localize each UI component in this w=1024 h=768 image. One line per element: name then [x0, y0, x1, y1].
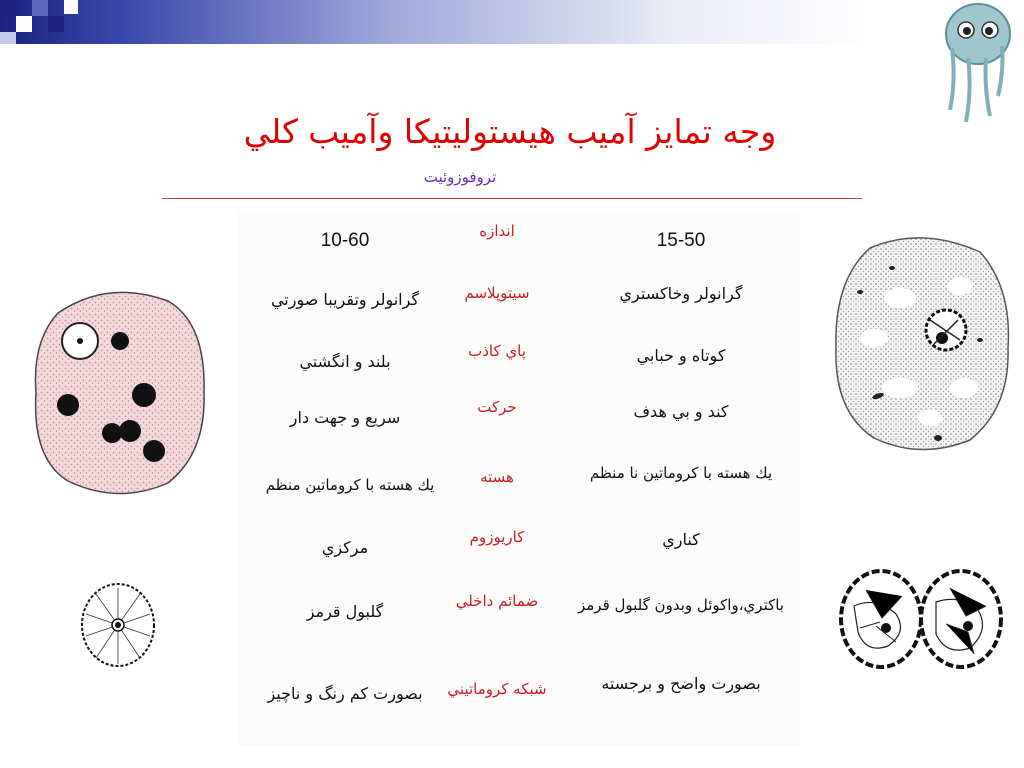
histolytica-karyosome-value: مركزي	[321, 538, 369, 557]
header-square-decoration	[0, 32, 16, 44]
coli-motility-value: كند و بي هدف	[633, 402, 729, 421]
header-gradient-bar	[0, 0, 1024, 44]
header-square-decoration	[16, 16, 32, 32]
row-label-pseudopod: پاي كاذب	[468, 342, 526, 360]
row-label-inclusions: ضمائم داخلي	[455, 592, 539, 610]
histolytica-motility-value: سريع و جهت دار	[289, 408, 401, 427]
coli-karyosome-value: كناري	[662, 530, 700, 549]
header-square-decoration	[32, 0, 48, 16]
coli-nucleus-illustration	[836, 566, 926, 672]
header-square-decoration	[48, 16, 64, 32]
amoeba-mascot-icon	[938, 0, 1018, 128]
coli-size-value: 15-50	[656, 230, 706, 251]
coli-nucleus-illustration	[916, 566, 1006, 672]
coli-nucleus-value: يك هسته با كروماتين نا منظم	[589, 464, 773, 482]
histolytica-inclusions-value: گلبول قرمز	[306, 602, 384, 621]
row-label-size: اندازه	[479, 222, 515, 240]
coli-inclusions-value: باكتري،واكوئل وبدون گلبول قرمز	[577, 596, 784, 614]
row-label-cytoplasm: سيتوپلاسم	[464, 284, 530, 302]
row-label-karyosome: كاريوزوم	[469, 528, 525, 546]
slide-subtitle: تروفوزوئيت	[423, 168, 497, 186]
coli-cytoplasm-value: گرانولر وخاكستري	[619, 284, 743, 303]
histolytica-pseudopod-value: بلند و انگشتي	[299, 352, 391, 371]
header-square-decoration	[64, 0, 78, 14]
histolytica-nucleus-illustration	[78, 580, 158, 670]
slide-title: وجه تمايز آميب هيستوليتيكا وآميب كلي	[243, 112, 777, 151]
histolytica-nucleus-value: يك هسته با كروماتين منظم	[265, 476, 435, 494]
histolytica-size-value: 10-60	[320, 230, 370, 251]
row-label-motility: حركت	[477, 398, 517, 416]
row-label-chromatin: شبكه كروماتيني	[447, 680, 547, 698]
histolytica-trophozoite-illustration	[28, 283, 208, 503]
histolytica-cytoplasm-value: گرانولر وتقريبا صورتي	[270, 290, 420, 309]
title-divider	[162, 198, 862, 199]
histolytica-chromatin-value: بصورت كم رنگ و ناچيز	[267, 684, 423, 703]
coli-trophozoite-illustration	[830, 228, 1014, 456]
coli-pseudopod-value: كوتاه و حبابي	[636, 346, 726, 365]
coli-chromatin-value: بصورت واضح و برجسته	[601, 674, 761, 693]
row-label-nucleus: هسته	[480, 468, 514, 486]
header-square-decoration	[0, 0, 16, 16]
